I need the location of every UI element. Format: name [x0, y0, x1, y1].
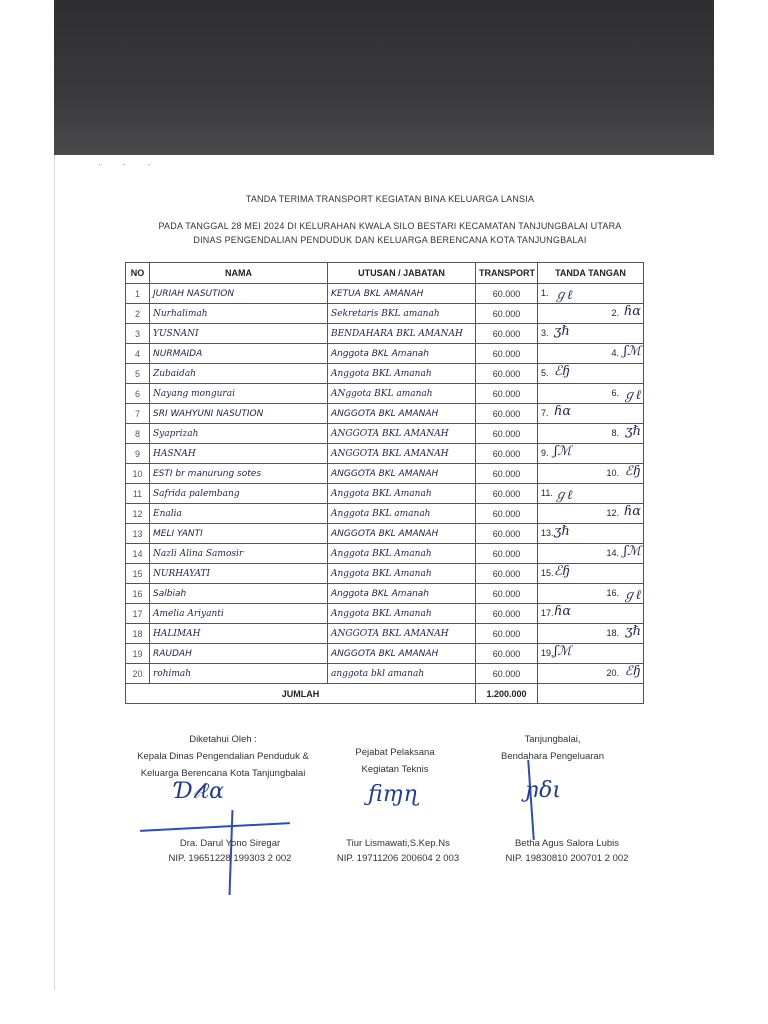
row-number: 20 [126, 664, 150, 684]
row-nama: Syaprizah [150, 424, 328, 444]
scan-specks: · · · [98, 160, 161, 169]
row-jabatan: Sekretaris BKL amanah [328, 304, 476, 324]
doc-title-line-1: TANDA TERIMA TRANSPORT KEGIATAN BINA KELUARGA LANSIA [245, 194, 535, 204]
row-signature-cell [538, 424, 644, 444]
signature-number: 1. [541, 288, 549, 298]
row-jabatan: ANGGOTA BKL AMANAH [328, 644, 476, 664]
col-header-transport: TRANSPORT [476, 263, 538, 284]
row-signature-cell [538, 544, 644, 564]
row-number: 12 [126, 504, 150, 524]
row-nama: Safrida palembang [150, 484, 328, 504]
row-signature-cell [538, 384, 644, 404]
row-number: 2 [126, 304, 150, 324]
row-jabatan: Anggota BKL Amanah [328, 544, 476, 564]
handwritten-signature: ɦα [623, 504, 641, 519]
row-nama: rohimah [150, 664, 328, 684]
row-signature-cell [538, 624, 644, 644]
row-nama: JURIAH NASUTION [150, 284, 328, 304]
handwritten-signature: ʃℳ [554, 644, 572, 659]
row-jabatan: ANGGOTA BKL AMANAH [328, 404, 476, 424]
row-nama: YUSNANI [150, 324, 328, 344]
row-transport: 60.000 [476, 284, 538, 304]
row-jabatan: ANGGOTA BKL AMANAH [328, 624, 476, 644]
row-nama: HASNAH [150, 444, 328, 464]
doc-title-line-2: PADA TANGGAL 28 MEI 2024 DI KELURAHAN KWALA SILO BESTARI KECAMATAN TANJUNGBALAI UTARA [158, 221, 622, 231]
row-signature-cell [538, 324, 644, 344]
row-signature-cell [538, 464, 644, 484]
table-row [126, 364, 644, 384]
row-transport: 60.000 [476, 304, 538, 324]
row-nama: Amelia Ariyanti [150, 604, 328, 624]
row-transport: 60.000 [476, 464, 538, 484]
handwritten-signature: ℊℓ [554, 288, 573, 303]
row-number: 6 [126, 384, 150, 404]
col-header-jabatan: UTUSAN / JABATAN [328, 263, 476, 284]
row-nama: NURMAIDA [150, 344, 328, 364]
total-value: 1.200.000 [476, 684, 538, 704]
signature-number: 9. [541, 448, 549, 458]
footer-left-line2: Kepala Dinas Pengendalian Penduduk & [137, 751, 309, 762]
signature-number: 3. [541, 328, 549, 338]
row-signature-cell [538, 504, 644, 524]
table-row [126, 564, 644, 584]
row-signature-cell [538, 644, 644, 664]
table-row [126, 624, 644, 644]
row-number: 9 [126, 444, 150, 464]
row-nama: Zubaidah [150, 364, 328, 384]
signature-pejabat: ƒiɱɳ [368, 782, 419, 807]
row-nama: Nazli Alina Samosir [150, 544, 328, 564]
row-transport: 60.000 [476, 444, 538, 464]
row-signature-cell [538, 584, 644, 604]
signature-number: 11. [541, 488, 553, 498]
signature-number: 2. [611, 308, 619, 318]
total-label: JUMLAH [126, 684, 476, 704]
signature-number: 6. [611, 388, 619, 398]
row-nama: HALIMAH [150, 624, 328, 644]
footer-middle [330, 744, 460, 778]
row-signature-cell [538, 524, 644, 544]
col-header-tanda-tangan: TANDA TANGAN [538, 263, 644, 284]
table-row [126, 584, 644, 604]
row-number: 18 [126, 624, 150, 644]
row-nama: RAUDAH [150, 644, 328, 664]
total-row [126, 684, 644, 704]
handwritten-signature: ɦα [554, 404, 572, 419]
table-row [126, 544, 644, 564]
row-transport: 60.000 [476, 584, 538, 604]
footer-mid-line2: Kegiatan Teknis [361, 764, 429, 775]
table-row [126, 484, 644, 504]
table-row [126, 284, 644, 304]
col-header-no: NO [126, 263, 150, 284]
signature-number: 15. [541, 568, 554, 578]
table-row [126, 644, 644, 664]
handwritten-signature: ℰɧ [624, 664, 641, 679]
row-number: 13 [126, 524, 150, 544]
signature-number: 10. [606, 468, 619, 478]
row-number: 3 [126, 324, 150, 344]
row-transport: 60.000 [476, 624, 538, 644]
row-number: 4 [126, 344, 150, 364]
row-number: 7 [126, 404, 150, 424]
row-nama: Enalia [150, 504, 328, 524]
row-jabatan: anggota bkl amanah [328, 664, 476, 684]
row-transport: 60.000 [476, 324, 538, 344]
handwritten-signature: ℊℓ [554, 488, 573, 503]
row-signature-cell [538, 304, 644, 324]
handwritten-signature: ℰɧ [624, 464, 641, 479]
row-transport: 60.000 [476, 424, 538, 444]
signature-kepala-dinas: Ɗ𝓁ℓα [175, 779, 224, 804]
row-jabatan: ANGGOTA BKL AMANAH [328, 444, 476, 464]
row-transport: 60.000 [476, 524, 538, 544]
row-signature-cell [538, 604, 644, 624]
row-jabatan: Anggota BKL Amanah [328, 364, 476, 384]
row-signature-cell [538, 364, 644, 384]
footer-right [465, 731, 640, 765]
row-jabatan: ANGGOTA BKL AMANAH [328, 524, 476, 544]
row-jabatan: Anggota BKL Amanah [328, 484, 476, 504]
footer-mid-line1: Pejabat Pelaksana [355, 747, 435, 758]
handwritten-signature: ʒℏ [554, 524, 570, 539]
row-transport: 60.000 [476, 604, 538, 624]
row-transport: 60.000 [476, 484, 538, 504]
row-number: 19 [126, 644, 150, 664]
handwritten-signature: ℊℓ [622, 588, 641, 603]
signature-number: 19. [541, 648, 554, 658]
signature-number: 16. [606, 588, 619, 598]
table-row [126, 524, 644, 544]
row-nama: SRI WAHYUNI NASUTION [150, 404, 328, 424]
handwritten-signature: ʒℏ [625, 624, 641, 639]
row-transport: 60.000 [476, 404, 538, 424]
table-row [126, 444, 644, 464]
handwritten-signature: ɦα [554, 604, 572, 619]
row-number: 1 [126, 284, 150, 304]
row-signature-cell [538, 284, 644, 304]
signature-number: 20. [606, 668, 619, 678]
signature-number: 18. [606, 628, 619, 638]
total-blank [538, 684, 644, 704]
footer-right-line1: Tanjungbalai, [524, 734, 581, 745]
handwritten-signature: ʃℳ [623, 544, 641, 559]
row-transport: 60.000 [476, 644, 538, 664]
signer-left-nip: NIP. 19651228 199303 2 002 [168, 853, 292, 864]
handwritten-signature: ℰɧ [554, 364, 571, 379]
row-signature-cell [538, 484, 644, 504]
row-jabatan: Anggota BKL amanah [328, 504, 476, 524]
row-transport: 60.000 [476, 344, 538, 364]
row-jabatan: ANggota BKL amanah [328, 384, 476, 404]
row-signature-cell [538, 344, 644, 364]
row-signature-cell [538, 664, 644, 684]
row-jabatan: ANGGOTA BKL AMANAH [328, 424, 476, 444]
handwritten-signature: ℊℓ [622, 388, 641, 403]
table-row [126, 384, 644, 404]
handwritten-signature: ℰɧ [554, 564, 571, 579]
row-jabatan: KETUA BKL AMANAH [328, 284, 476, 304]
table-row [126, 324, 644, 344]
signer-mid-name: Tiur Lismawati,S.Kep.Ns [346, 838, 450, 849]
table-row [126, 304, 644, 324]
table-row [126, 424, 644, 444]
signature-number: 14. [606, 548, 619, 558]
signer-right-name: Betha Agus Salora Lubis [514, 838, 620, 849]
row-transport: 60.000 [476, 364, 538, 384]
row-nama: Nurhalimah [150, 304, 328, 324]
row-jabatan: Anggota BKL Amanah [328, 604, 476, 624]
row-number: 8 [126, 424, 150, 444]
col-header-nama: NAMA [150, 263, 328, 284]
row-nama: Salbiah [150, 584, 328, 604]
scan-edge [54, 155, 55, 990]
signature-number: 4. [611, 348, 619, 358]
signature-number: 17. [541, 608, 554, 618]
table-row [126, 464, 644, 484]
handwritten-signature: ʃℳ [623, 344, 641, 359]
row-transport: 60.000 [476, 664, 538, 684]
row-number: 14 [126, 544, 150, 564]
row-nama: MELI YANTI [150, 524, 328, 544]
row-number: 10 [126, 464, 150, 484]
signer-mid-nip: NIP. 19711206 200604 2 003 [336, 853, 460, 864]
row-number: 5 [126, 364, 150, 384]
row-signature-cell [538, 404, 644, 424]
row-nama: NURHAYATI [150, 564, 328, 584]
table-row [126, 664, 644, 684]
signer-middle [318, 836, 478, 866]
row-signature-cell [538, 444, 644, 464]
row-signature-cell [538, 564, 644, 584]
row-jabatan: ANGGOTA BKL AMANAH [328, 464, 476, 484]
signer-right [482, 836, 652, 866]
signature-number: 13. [541, 528, 554, 538]
handwritten-signature: ʒℏ [554, 324, 570, 339]
row-transport: 60.000 [476, 564, 538, 584]
doc-title-line-3: DINAS PENGENDALIAN PENDUDUK DAN KELUARGA BERENCANA KOTA TANJUNGBALAI [193, 235, 587, 245]
row-number: 16 [126, 584, 150, 604]
handwritten-signature: ɦα [623, 304, 641, 319]
footer-left-line1: Diketahui Oleh : [189, 734, 257, 745]
row-number: 11 [126, 484, 150, 504]
row-number: 15 [126, 564, 150, 584]
row-number: 17 [126, 604, 150, 624]
row-jabatan: Anggota BKL Amanah [328, 584, 476, 604]
footer-left-line3: Keluarga Berencana Kota Tanjungbalai [140, 768, 306, 779]
table-header-row [126, 263, 644, 284]
handwritten-signature: ʒℏ [625, 424, 641, 439]
signature-stroke [140, 822, 290, 831]
signature-number: 12. [606, 508, 619, 518]
table-row [126, 404, 644, 424]
signer-right-nip: NIP. 19830810 200701 2 002 [505, 853, 629, 864]
row-jabatan: Anggota BKL Amanah [328, 344, 476, 364]
signature-number: 7. [541, 408, 549, 418]
footer-right-line2: Bendahara Pengeluaran [500, 751, 604, 762]
row-nama: Nayang mongurai [150, 384, 328, 404]
row-jabatan: BENDAHARA BKL AMANAH [328, 324, 476, 344]
signer-left [130, 836, 330, 866]
row-transport: 60.000 [476, 384, 538, 404]
row-transport: 60.000 [476, 544, 538, 564]
table-row [126, 504, 644, 524]
scan-dark-band [54, 0, 714, 155]
row-nama: ESTI br manurung sotes [150, 464, 328, 484]
table-row [126, 344, 644, 364]
signature-number: 5. [541, 368, 549, 378]
signature-number: 8. [611, 428, 619, 438]
table-row [126, 604, 644, 624]
handwritten-signature: ʃℳ [554, 444, 572, 459]
attendance-table [125, 262, 644, 704]
footer-left [108, 731, 338, 782]
signature-bendahara: ɲδι [525, 778, 562, 803]
row-transport: 60.000 [476, 504, 538, 524]
signer-left-name: Dra. Darul Yono Siregar [179, 838, 281, 849]
row-jabatan: Anggota BKL Amanah [328, 564, 476, 584]
